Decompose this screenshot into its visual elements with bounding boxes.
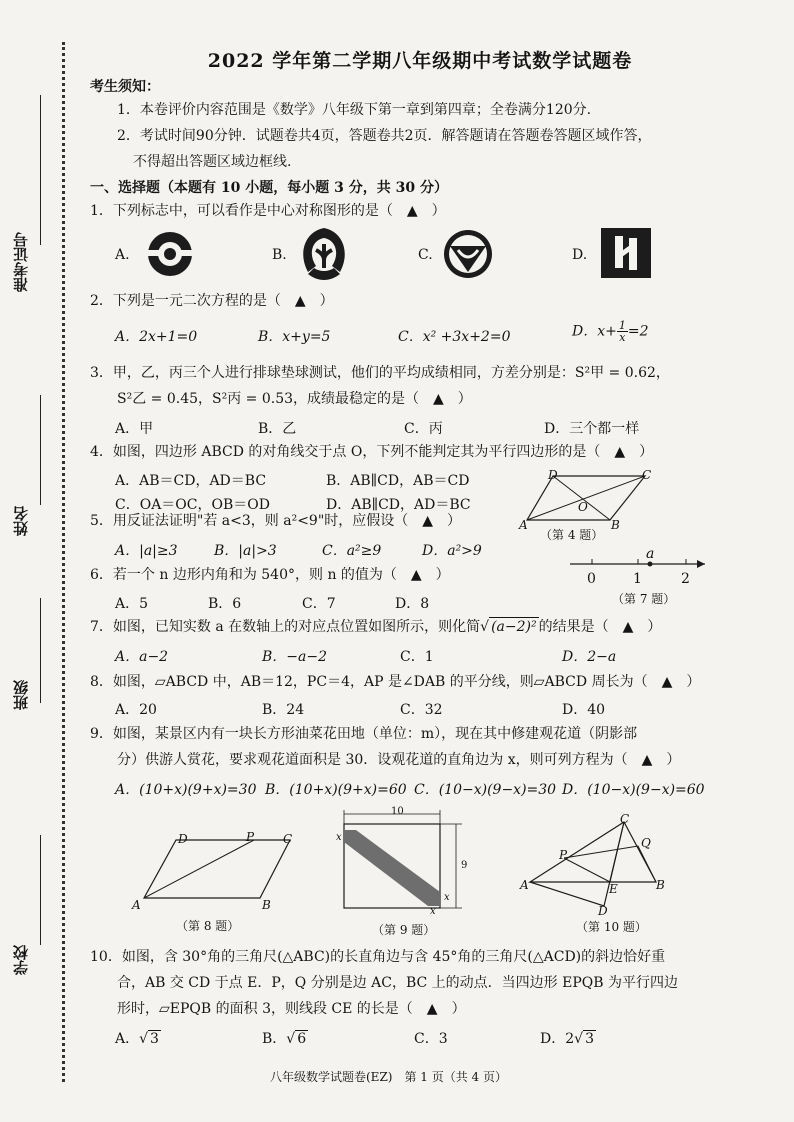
q10-stem-cont2: 形时，▱EPQB 的面积 3，则线段 CE 的长是（ ▲ ） [117,1001,466,1017]
q4-option-d: D．AB∥CD，AD＝BC [326,497,471,513]
q9-x-label-left: x [336,832,342,843]
q10-label-A: A [520,878,529,892]
q1-option-b: B. [272,247,287,263]
q10-option-b-radicand: 6 [297,1031,307,1047]
q7-tick-1: 1 [633,571,642,587]
q7-tick-2: 2 [681,571,690,587]
q10-option-a: A．√ 3 [115,1031,159,1047]
q9-stem: 9．如图，某景区内有一块长方形油菜花田地（单位：m），现在其中修建观花道（阴影部 [90,726,638,742]
q9-figure-caption: （第 9 题） [372,923,436,937]
q5-option-d: D．a²>9 [422,543,482,559]
name-blank [40,395,41,505]
q5-option-c: C．a²≥9 [322,543,382,559]
q10-figure-caption: （第 10 题） [576,920,647,934]
section-heading: 一、选择题（本题有 10 小题，每小题 3 分，共 30 分） [90,180,448,196]
q10-label-E: E [609,882,618,896]
q8-label-D: D [178,832,188,846]
q10-option-d: D．2√ 3 [540,1031,594,1047]
q10-option-d-prefix: D．2 [540,1031,575,1047]
q2-option-d-prefix: D．x+ [572,323,617,340]
q10-option-a-radicand: 3 [150,1031,159,1047]
q9-option-b: B．(10+x)(9+x)=60 [265,782,407,798]
notice-item-1: 1．本卷评价内容范围是《数学》八年级下第一章到第四章；全卷满分120分. [117,102,592,118]
q9-option-d: D．(10−x)(9−x)=60 [562,782,705,798]
q7-option-a: A．a−2 [115,649,169,665]
notice-heading: 考生须知： [90,79,160,95]
q7-option-b: B．−a−2 [262,649,328,665]
q1-stem: 1．下列标志中，可以看作是中心对称图形的是（ ▲ ） [90,203,446,219]
q6-stem: 6．若一个 n 边形内角和为 540°，则 n 的值为（ ▲ ） [90,567,450,583]
q2-option-b: B．x+y=5 [258,329,331,345]
q5-option-a: A．|a|≥3 [115,543,178,559]
q8-option-a: A．20 [115,702,157,718]
q8-label-A: A [132,898,141,912]
q9-x-label-right: x [444,892,450,903]
class-label: 班级 [12,680,30,710]
q3-option-d: D．三个都一样 [544,421,640,437]
q10-option-b-prefix: B． [262,1031,287,1047]
q9-width-label: 10 [391,806,404,817]
q10-triangles-figure [520,816,670,916]
q2-frac-den: x [619,331,626,344]
q9-option-c: C．(10−x)(9−x)=30 [414,782,557,798]
q7-figure-caption: （第 7 题） [612,592,676,606]
q3-stem: 3．甲，乙，丙三个人进行排球垫球测试，他们的平均成绩相同，方差分别是：S²甲 = 0.62， [90,365,670,381]
q7-sqrt: (a−2)² [491,619,537,635]
q1-logo-a-icon [140,226,200,278]
q4-label-A: A [519,518,528,532]
q10-option-b: B．√ 6 [262,1031,307,1047]
q6-option-a: A．5 [115,596,149,612]
q9-option-a: A．(10+x)(9+x)=30 [115,782,257,798]
q3-option-b: B．乙 [258,421,297,437]
q8-option-c: C．32 [400,702,443,718]
q2-frac-num: 1 [618,319,626,332]
school-blank [40,835,41,945]
q10-option-d-radicand: 3 [585,1031,594,1047]
page-title: 2022 学年第二学期八年级期中考试数学试题卷 [207,50,633,72]
q4-option-b: B．AB∥CD，AB＝CD [326,473,470,489]
q8-label-P: P [246,830,255,844]
q4-figure-caption: （第 4 题） [540,528,604,542]
q4-label-D: D [548,468,558,482]
q10-stem: 10．如图，含 30°角的三角尺(△ABC)的长直角边与含 45°角的三角尺(△ACD)的斜边恰好重 [90,949,666,965]
q6-option-d: D．8 [395,596,430,612]
q2-fraction [617,320,628,343]
q4-option-a: A．AB＝CD，AD＝BC [115,473,267,489]
q10-label-P: P [559,848,568,862]
q10-label-Q: Q [641,836,651,850]
q6-option-c: C．7 [302,596,336,612]
q10-label-D: D [598,904,608,918]
q8-option-d: D．40 [562,702,606,718]
q10-label-C: C [620,812,630,826]
id-number-label: 准考证号 [12,232,30,292]
id-number-blank [40,95,41,245]
q6-option-b: B．6 [208,596,242,612]
q3-stem-cont: S²乙 = 0.45，S²丙 = 0.53，成绩最稳定的是（ ▲ ） [117,391,472,407]
q7-option-d: D．2−a [562,649,617,665]
q5-option-b: B．|a|>3 [214,543,277,559]
q2-option-a: A．2x+1=0 [115,329,198,345]
notice-item-2-cont: 不得超出答题区域边框线. [133,154,292,170]
q7-point-a: a [646,546,655,562]
q1-logo-d-icon [601,228,651,278]
q7-stem: 7．如图，已知实数 a 在数轴上的对应点位置如图所示，则化简√ (a−2)² 的结果是（ ▲ ） [90,619,662,635]
q7-stem-pre: 7．如图，已知实数 a 在数轴上的对应点位置如图所示，则化简 [90,619,481,635]
q1-option-c: C. [418,247,433,263]
q4-label-O: O [578,500,588,514]
q4-label-B: B [611,518,620,532]
q9-x-label-bottom: x [430,906,436,917]
q4-label-C: C [642,468,652,482]
q2-option-d-suffix: =2 [627,323,649,340]
q1-option-a: A. [115,247,130,263]
q8-label-B: B [262,898,271,912]
q8-figure-caption: （第 8 题） [176,919,240,933]
q10-label-B: B [656,878,665,892]
q7-option-c: C．1 [400,649,434,665]
class-blank [40,598,41,703]
q7-stem-post: 的结果是（ ▲ ） [538,619,662,635]
q9-stem-cont: 分）供游人赏花，要求观花道面积是 30．设观花道的直角边为 x，则可列方程为（ ▲ ） [117,752,681,768]
q4-stem: 4．如图，四边形 ABCD 的对角线交于点 O，下列不能判定其为平行四边形的是（ ▲ ） [90,444,654,460]
q9-height-label: 9 [461,860,468,871]
q10-stem-cont: 合，AB 交 CD 于点 E．P，Q 分别是边 AC，BC 上的动点．当四边形 EPQB 为平行四边 [117,975,678,991]
q7-tick-0: 0 [587,571,596,587]
q10-option-c: C．3 [414,1031,448,1047]
q8-label-C: C [283,832,293,846]
q3-option-c: C．丙 [404,421,443,437]
q8-option-b: B．24 [262,702,305,718]
notice-item-2: 2．考试时间90分钟．试题卷共4页，答题卷共2页．解答题请在答题卷答题区域作答， [117,128,652,144]
q10-option-a-prefix: A． [115,1031,140,1047]
q8-parallelogram-figure [140,836,300,902]
q5-stem: 5．用反证法证明"若 a<3，则 a²<9"时，应假设（ ▲ ） [90,513,462,529]
q1-logo-b-icon [294,224,354,282]
q2-option-d [572,320,649,343]
school-label: 学校 [12,945,30,975]
page-footer: 八年级数学试题卷(EZ) 第 1 页（共 4 页） [270,1070,507,1084]
binding-margin-dotted-line [62,42,65,1082]
name-label: 姓名 [12,506,30,536]
q1-logo-c-icon [442,228,494,280]
q1-option-d: D. [572,247,588,263]
q8-stem: 8．如图，▱ABCD 中，AB＝12，PC＝4，AP 是∠DAB 的平分线，则▱ABCD 周长为（ ▲ ） [90,674,701,690]
q3-option-a: A．甲 [115,421,154,437]
q2-stem: 2．下列是一元二次方程的是（ ▲ ） [90,293,334,309]
q4-option-c: C．OA＝OC，OB＝OD [115,497,270,513]
q2-option-c: C．x² +3x+2=0 [398,329,511,345]
